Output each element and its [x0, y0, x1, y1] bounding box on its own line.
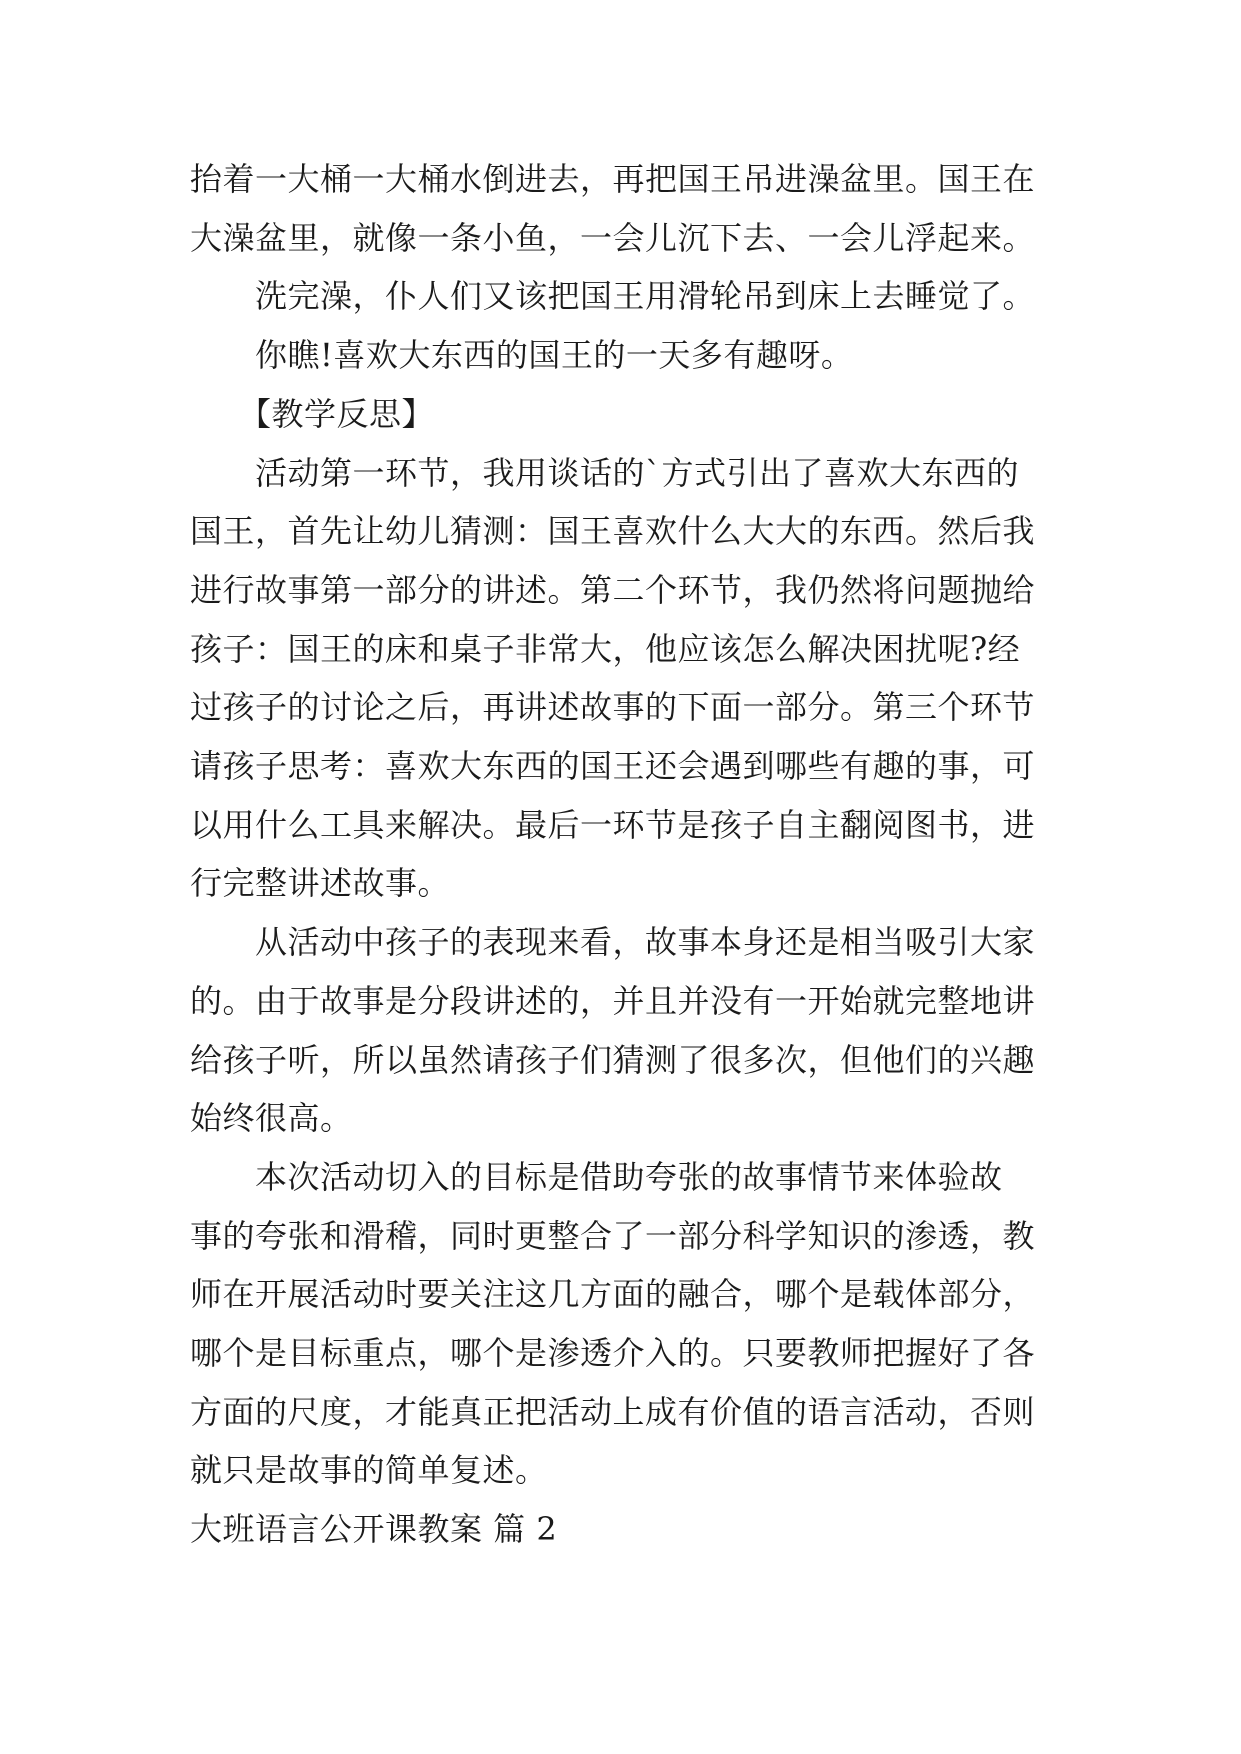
paragraph-children-performance: 从活动中孩子的表现来看，故事本身还是相当吸引大家 的。由于故事是分段讲述的，并且并没有一开始就完整地讲 给孩子听，所以虽然请孩子们猜测了很多次，但他们的兴趣 始终很高。 [190, 923, 1036, 1138]
paragraph-activity-steps: 活动第一环节，我用谈话的`方式引出了喜欢大东西的 国王，首先让幼儿猜测：国王喜欢什么大大的东西。然后我 进行故事第一部分的讲述。第二个环节，我仍然将问题抛给 孩子：国王的床和桌子非常大，他应该怎么解决困扰呢?经 过孩子的讨论之后，再讲述故事的下面一部分。第三个环节 请孩子思考：喜欢大东西的国王还会遇到哪些有趣的事，可 以用什么工具来解决。最后一环节是孩子自主翻阅图书，进 行完整讲述故事。 [190, 453, 1036, 903]
section-heading: 大班语言公开课教案 篇 2 [190, 1510, 558, 1549]
paragraph-after-bath: 洗完澡，仆人们又该把国王用滑轮吊到床上去睡觉了。 [190, 277, 1036, 316]
teaching-reflection-heading: 【教学反思】 [190, 394, 435, 433]
paragraph-bath-continuation: 抬着一大桶一大桶水倒进去，再把国王吊进澡盆里。国王在 大澡盆里，就像一条小鱼，一会儿沉下去、一会儿浮起来。 [190, 160, 1036, 257]
paragraph-activity-goals: 本次活动切入的目标是借助夸张的故事情节来体验故 事的夸张和滑稽，同时更整合了一部分科学知识的渗透，教 师在开展活动时要关注这几方面的融合，哪个是载体部分， 哪个是目标重点，哪个是渗透介入的。只要教师把握好了各 方面的尺度，才能真正把活动上成有价值的语言活动，否则 就只是故事的简单复述。 [190, 1157, 1036, 1490]
document-body [190, 150, 1060, 1559]
paragraph-story-ending: 你瞧!喜欢大东西的国王的一天多有趣呀。 [190, 336, 854, 375]
